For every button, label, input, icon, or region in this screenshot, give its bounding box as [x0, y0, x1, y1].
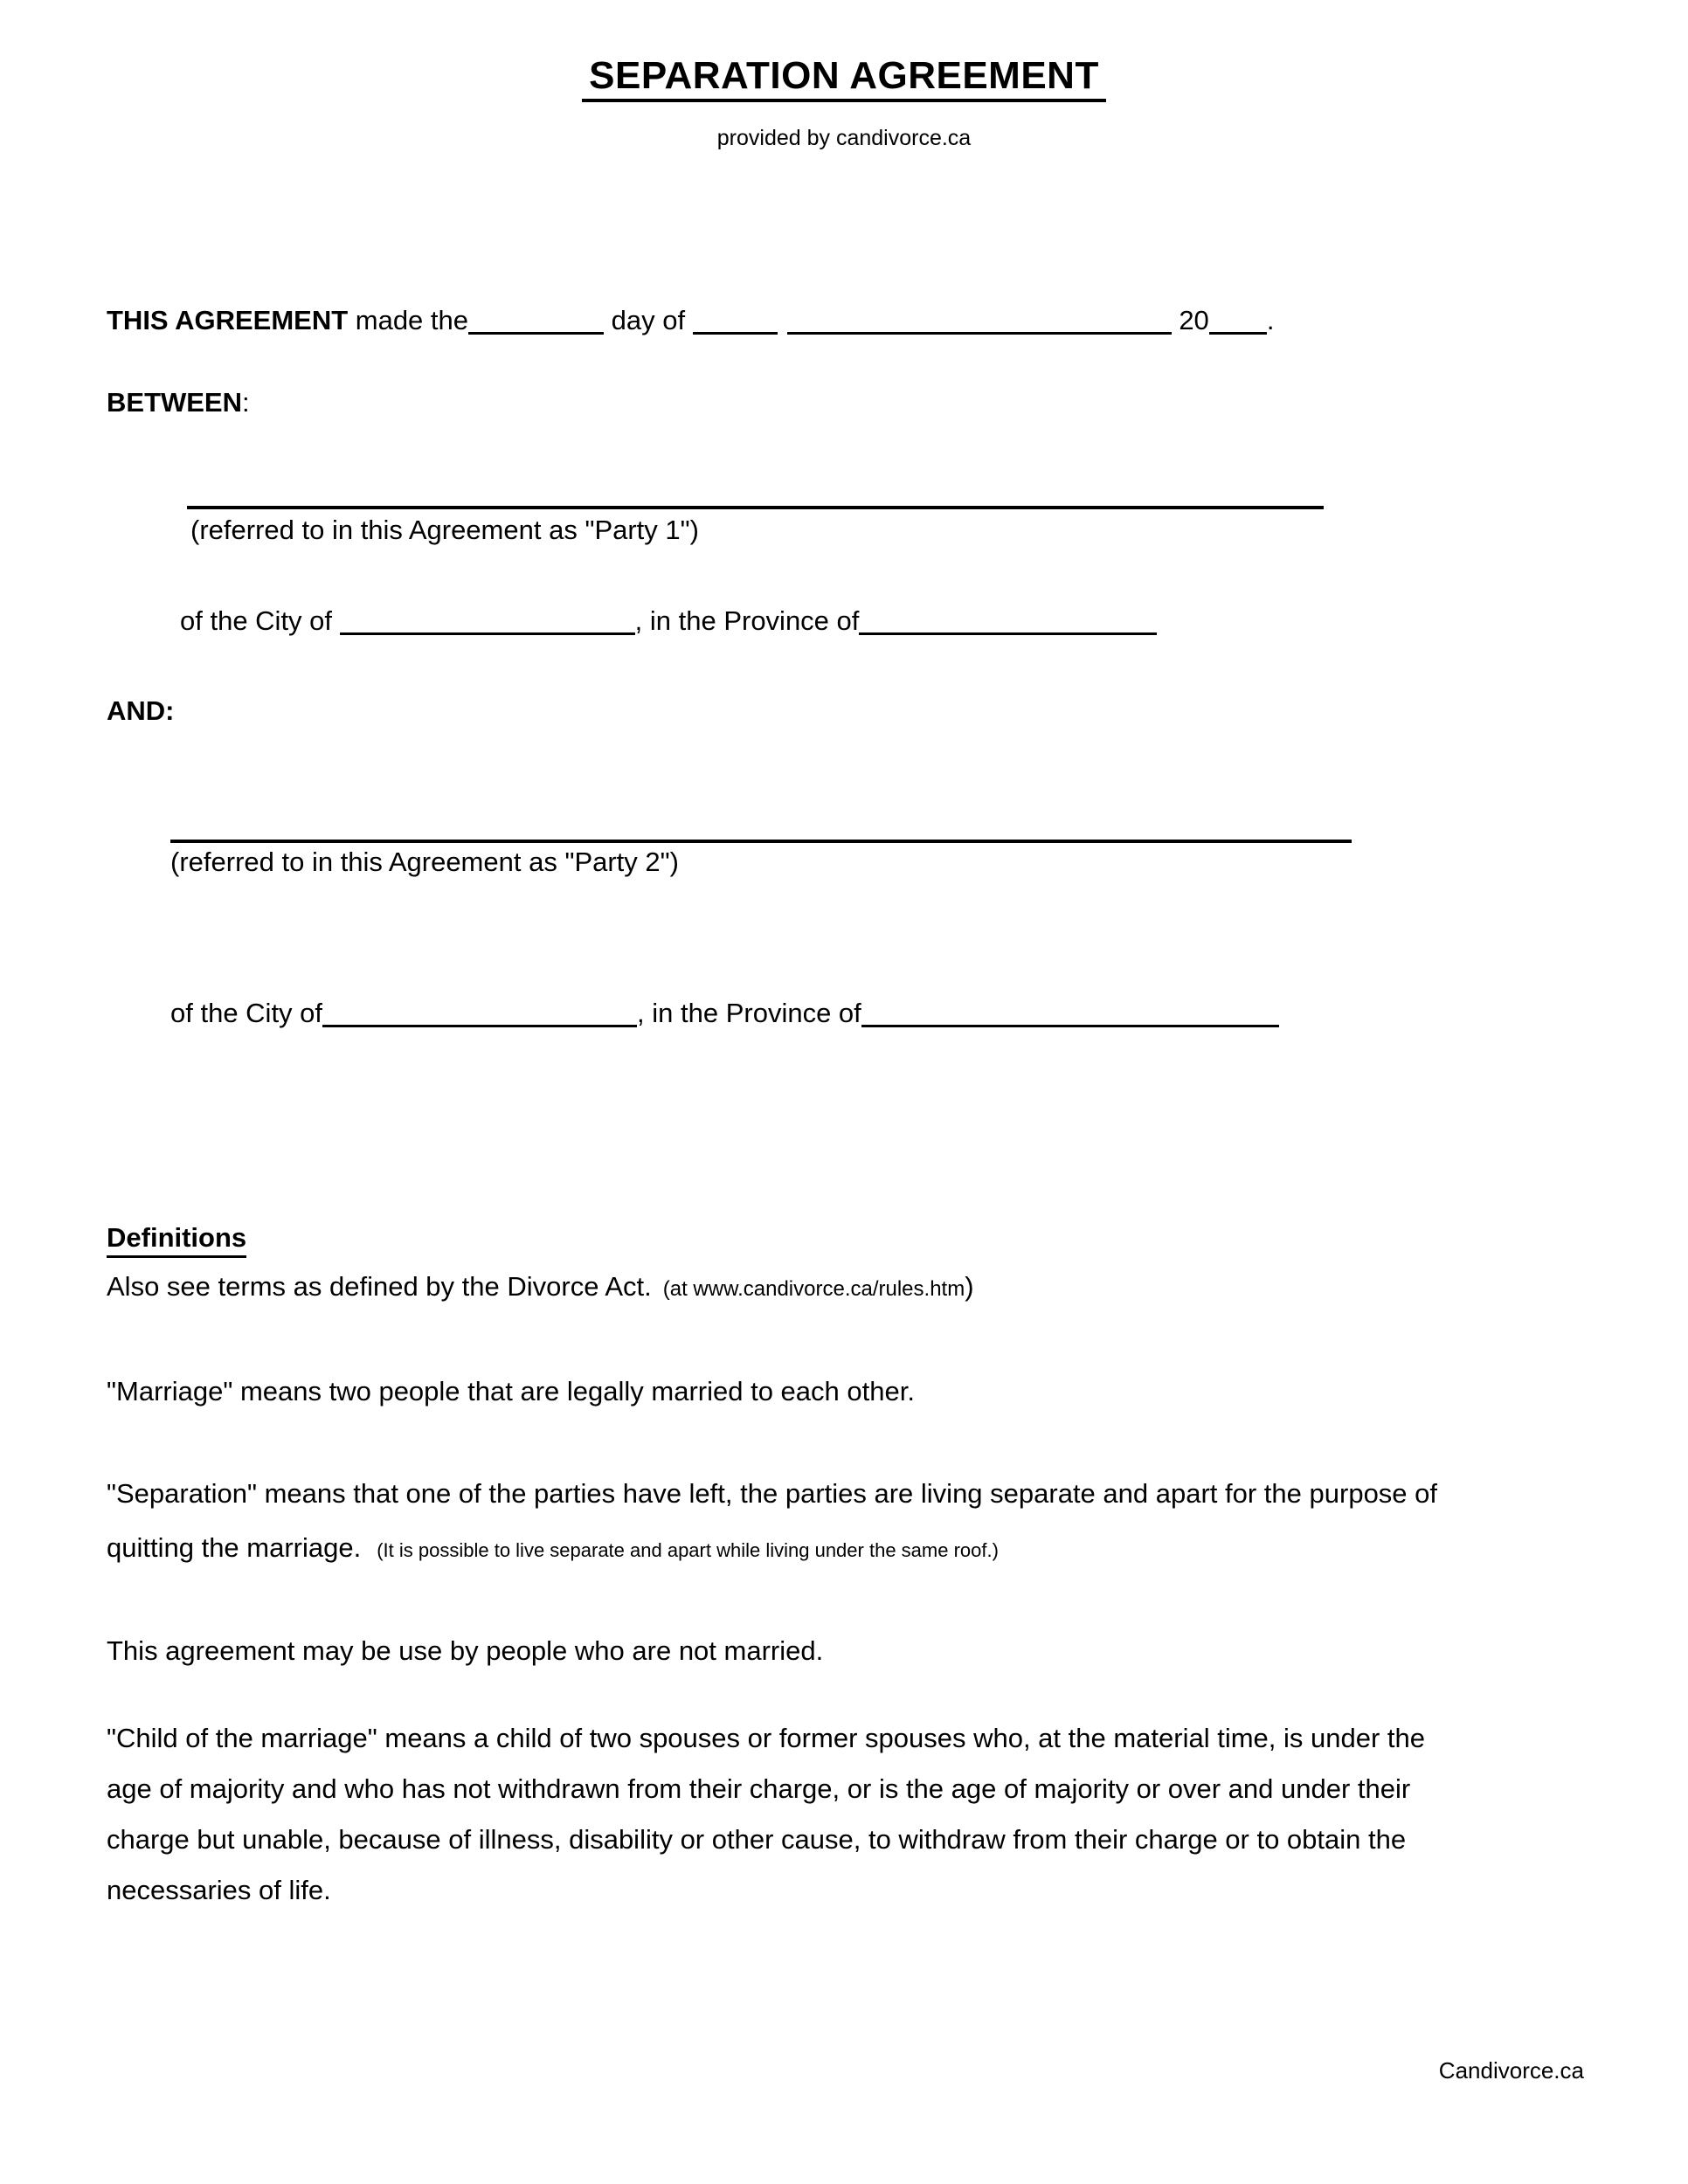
and-label	[107, 695, 175, 727]
separation-note: (It is possible to live separate and apart while living under the same roof.)	[377, 1539, 999, 1561]
child-definition-line2: age of majority and who has not withdrawn from their charge, or is the age of majority or over and under their	[107, 1773, 1411, 1804]
child-definition-line4: necessaries of life.	[107, 1875, 331, 1905]
opening-made-the: made the	[348, 305, 469, 335]
opening-period: .	[1266, 305, 1275, 335]
party1-caption: (referred to in this Agreement as "Party 1")	[190, 515, 699, 545]
separation-definition-line2-text: quitting the marriage.	[107, 1532, 362, 1563]
blank-party1-city[interactable]	[340, 632, 635, 635]
between-colon: :	[242, 387, 250, 418]
definitions-heading	[107, 1221, 246, 1258]
blank-party2-province[interactable]	[861, 1025, 1279, 1027]
blank-date[interactable]	[693, 332, 778, 335]
title-block	[0, 54, 1688, 102]
footer-site-name: Candivorce.ca	[1438, 2057, 1584, 2084]
opening-line	[107, 304, 1274, 336]
unmarried-note: This agreement may be use by people who are not married.	[107, 1635, 824, 1666]
party2-city-line	[170, 997, 1279, 1029]
and-word: AND:	[107, 695, 175, 726]
definitions-intro-note-close: )	[965, 1271, 974, 1302]
definitions-intro-text: Also see terms as defined by the Divorce Act.	[107, 1271, 652, 1302]
blank-party2-city[interactable]	[322, 1025, 637, 1027]
blank-year[interactable]	[1209, 332, 1267, 335]
definitions-intro	[107, 1270, 974, 1305]
separation-definition-line1: "Separation" means that one of the parties have left, the parties are living separate and apart for the purpose of	[107, 1478, 1438, 1509]
child-definition-line1: "Child of the marriage" means a child of two spouses or former spouses who, at the material time, is under the	[107, 1723, 1425, 1753]
party2-name-line[interactable]	[170, 840, 1352, 843]
blank-day[interactable]	[468, 332, 604, 335]
definitions-heading-text: Definitions	[107, 1221, 246, 1258]
separation-definition-line2	[107, 1531, 999, 1566]
party1-city-line	[180, 605, 1157, 637]
party2-province-label: , in the Province of	[637, 998, 861, 1028]
party2-caption: (referred to in this Agreement as "Party 2")	[170, 847, 679, 877]
blank-party1-province[interactable]	[859, 632, 1157, 635]
party1-province-label: , in the Province of	[634, 605, 860, 636]
between-label	[107, 386, 250, 418]
between-word: BETWEEN	[107, 387, 242, 418]
party1-of-city-label: of the City of	[180, 605, 340, 636]
marriage-definition: "Marriage" means two people that are legally married to each other.	[107, 1376, 915, 1406]
party1-name-line[interactable]	[187, 506, 1324, 509]
opening-day-of: day of	[604, 305, 693, 335]
opening-bold-label: THIS AGREEMENT	[107, 305, 349, 335]
page-title: SEPARATION AGREEMENT	[582, 54, 1106, 102]
child-definition-line3: charge but unable, because of illness, disability or other cause, to withdraw from their charge or to obtain the	[107, 1824, 1407, 1855]
party2-of-city-label: of the City of	[170, 998, 323, 1028]
page-subtitle: provided by candivorce.ca	[716, 126, 972, 150]
definitions-intro-note: (at www.candivorce.ca/rules.htm	[662, 1277, 965, 1301]
opening-year-prefix: 20	[1171, 305, 1209, 335]
blank-month[interactable]	[787, 332, 1172, 335]
